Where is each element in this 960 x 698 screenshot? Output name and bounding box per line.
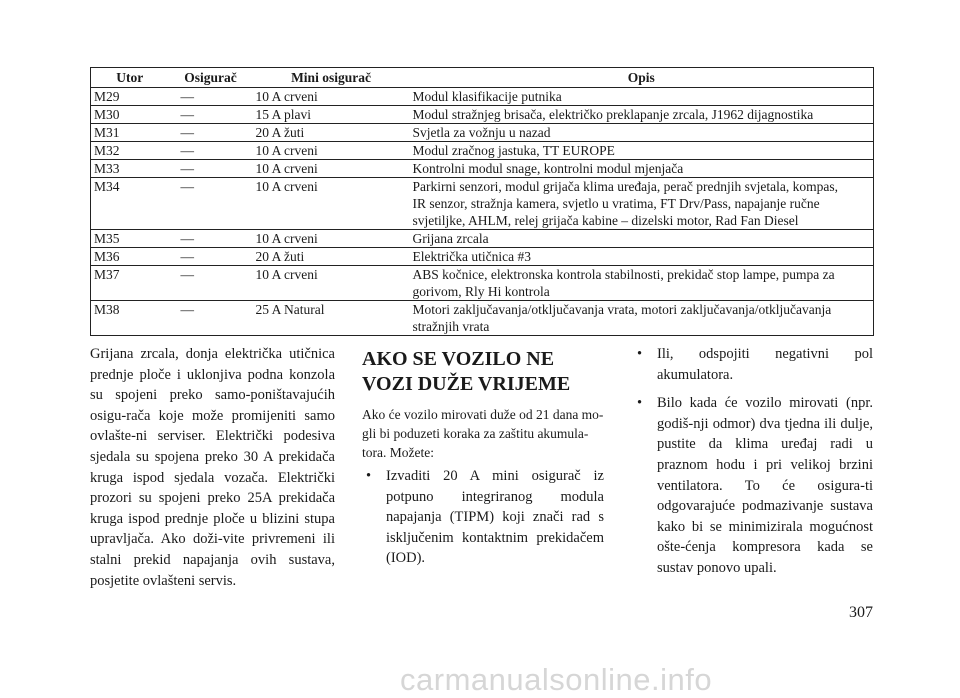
cell-fuse: —: [169, 124, 253, 142]
cell-slot: M35: [91, 230, 169, 248]
cell-mini-fuse: 25 A Natural: [253, 301, 410, 336]
description-line: Svjetla za vožnju u nazad: [412, 125, 551, 140]
description-line: ABS kočnice, elektronska kontrola stabilnosti, prekidač stop lampe, pumpa za: [412, 267, 835, 282]
bullet-text: Izvaditi 20 A mini osigurač iz potpuno integriranog modula napajanja (TIPM) koji znači rad s isključenim kontaktnim prekidačem (IOD).: [386, 468, 604, 567]
fuse-table: [90, 67, 874, 336]
description-line: Modul zračnog jastuka, TT EUROPE: [412, 143, 615, 158]
cell-fuse: —: [169, 266, 253, 301]
cell-slot: M33: [91, 160, 169, 178]
description-line: IR senzor, stražnja kamera, svjetlo u vratima, FT Drv/Pass, napajanje ručne: [412, 196, 820, 211]
table-row: [91, 301, 874, 336]
cell-mini-fuse: 10 A crveni: [253, 88, 410, 106]
cell-description: [410, 301, 874, 336]
cell-description: [410, 160, 874, 178]
cell-fuse: —: [169, 106, 253, 124]
middle-column: [362, 344, 604, 571]
description-line: Električka utičnica #3: [412, 249, 531, 264]
description-line: Parkirni senzori, modul grijača klima uređaja, perač prednjih svjetala, kompas,: [412, 179, 838, 194]
table-row: [91, 124, 874, 142]
bullet-list-mid: [362, 466, 604, 569]
cell-description: [410, 88, 874, 106]
bullet-item: [633, 344, 873, 385]
cell-mini-fuse: 10 A crveni: [253, 266, 410, 301]
cell-fuse: —: [169, 160, 253, 178]
cell-mini-fuse: 15 A plavi: [253, 106, 410, 124]
cell-description: [410, 248, 874, 266]
table-row: [91, 230, 874, 248]
bullet-item: [362, 466, 604, 569]
cell-slot: M30: [91, 106, 169, 124]
cell-mini-fuse: 10 A crveni: [253, 142, 410, 160]
header-description: Opis: [410, 68, 874, 88]
cell-mini-fuse: 20 A žuti: [253, 248, 410, 266]
cell-mini-fuse: 10 A crveni: [253, 230, 410, 248]
cell-slot: M36: [91, 248, 169, 266]
page-number: 307: [849, 604, 873, 621]
right-column: [633, 344, 873, 587]
cell-mini-fuse: 20 A žuti: [253, 124, 410, 142]
bullet-icon: •: [637, 346, 643, 362]
cell-description: [410, 178, 874, 230]
description-line: Motori zaključavanja/otključavanja vrata, motori zaključavanja/otključavanja: [412, 302, 832, 317]
table-row: [91, 106, 874, 124]
cell-fuse: —: [169, 88, 253, 106]
cell-description: [410, 266, 874, 301]
body-paragraph: Grijana zrcala, donja električka utičnica prednje ploče i uklonjiva podna konzola su spojeni preko samo-poništavajućih osigu-rača koje može promijeniti samo ovlašte-ni serviser. Električki podesiva sjedala su spojena preko 30 A prekidača kruga ispod sjedala vozača. Električki prozori su spojeni preko 25A prekidača kruga ispod prednje ploče u blizini stupa upravljača. Ako doži-vite privremeni ili stalni prekid napajanja ovih sustava, posjetite ovlašteni servis.: [90, 346, 335, 589]
cell-slot: M37: [91, 266, 169, 301]
description-line: Grijana zrcala: [412, 231, 489, 246]
cell-fuse: —: [169, 301, 253, 336]
cell-description: [410, 230, 874, 248]
table-row: [91, 248, 874, 266]
header-fuse: Osigurač: [169, 68, 253, 88]
section-intro: Ako će vozilo mirovati duže od 21 dana mo-gli bi poduzeti koraka za zaštitu akumula-tora. Možete:: [362, 407, 604, 460]
section-heading: AKO SE VOZILO NE VOZI DUŽE VRIJEME: [362, 348, 571, 395]
watermark-text: carmanualsonline.info: [400, 662, 713, 697]
table-row: [91, 88, 874, 106]
bullet-list-right: [633, 344, 873, 579]
cell-slot: M31: [91, 124, 169, 142]
table-row: [91, 160, 874, 178]
table-row: [91, 178, 874, 230]
fuse-table-body: [91, 88, 874, 336]
bullet-text: Ili, odspojiti negativni pol akumulatora.: [657, 346, 873, 383]
table-header-row: [91, 68, 874, 88]
bullet-text: Bilo kada će vozilo mirovati (npr. godiš-nji odmor) dva tjedna ili dulje, pustite da klima uređaj radi u praznom hodu i pri velikoj brzini ventilatora. To će osigura-ti odgovarajuće podmazivanje sustava kako bi se minimizirala mogućnost ošte-ćenja kompresora kada se sustav ponovo upali.: [657, 395, 873, 576]
cell-mini-fuse: 10 A crveni: [253, 178, 410, 230]
cell-slot: M34: [91, 178, 169, 230]
left-column: [90, 344, 335, 591]
cell-slot: M38: [91, 301, 169, 336]
bullet-item: [633, 393, 873, 578]
description-line: Modul stražnjeg brisača, električko preklapanje zrcala, J1962 dijagnostika: [412, 107, 814, 122]
description-line: Kontrolni modul snage, kontrolni modul mjenjača: [412, 161, 684, 176]
cell-fuse: —: [169, 248, 253, 266]
cell-slot: M29: [91, 88, 169, 106]
table-row: [91, 266, 874, 301]
cell-description: [410, 106, 874, 124]
cell-mini-fuse: 10 A crveni: [253, 160, 410, 178]
cell-fuse: —: [169, 230, 253, 248]
description-line: stražnjih vrata: [412, 319, 490, 334]
bullet-icon: •: [637, 395, 643, 412]
description-line: Modul klasifikacije putnika: [412, 89, 562, 104]
header-mini-fuse: Mini osigurač: [253, 68, 410, 88]
bullet-icon: •: [366, 468, 372, 484]
table-row: [91, 142, 874, 160]
cell-slot: M32: [91, 142, 169, 160]
cell-description: [410, 142, 874, 160]
cell-description: [410, 124, 874, 142]
cell-fuse: —: [169, 142, 253, 160]
description-line: svjetiljke, AHLM, relej grijača kabine – dizelski motor, Rad Fan Diesel: [412, 213, 799, 228]
description-line: gorivom, Rly Hi kontrola: [412, 284, 550, 299]
cell-fuse: —: [169, 178, 253, 230]
header-slot: Utor: [91, 68, 169, 88]
